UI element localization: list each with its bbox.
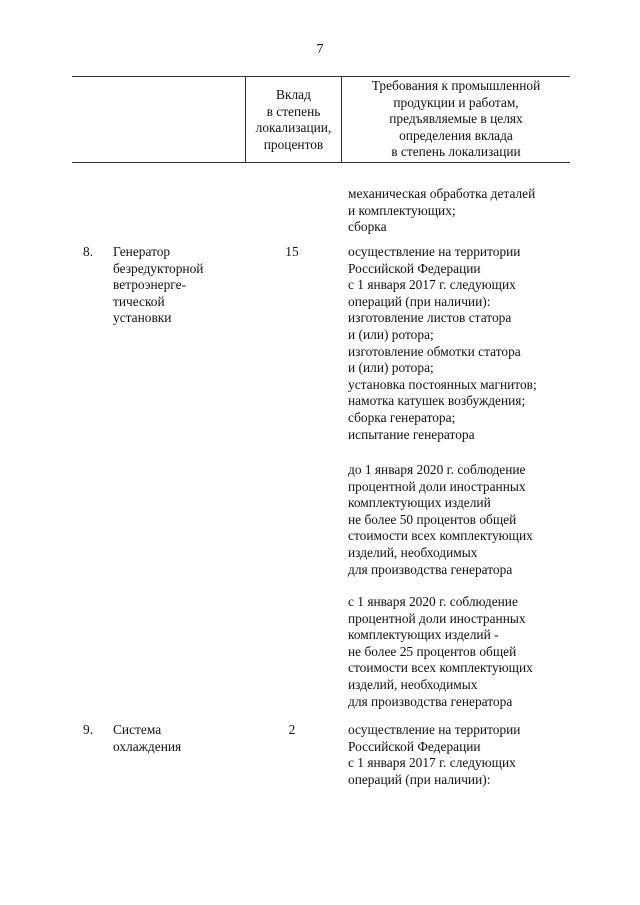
row-name: Система охлаждения [113, 722, 182, 754]
row-requirement: с 1 января 2020 г. соблюдение процентной доли иностранных комплектующих изделий - не более 25 процентов общей стоимости всех комплектующих изделий, необходимых для производства генератора [348, 594, 533, 709]
header-bottom-rule [72, 162, 570, 163]
header-top-rule [72, 76, 570, 77]
row-contribution: 2 [288, 722, 296, 737]
row-number: 8. [83, 244, 94, 259]
row-requirement: осуществление на территории Российской Федерации с 1 января 2017 г. следующих операций (при наличии): изготовление листов статора и (или) ротора; изготовление обмотки статора и (или) ротора; установка постоянных магнитов; намотка катушек возбуждения; сборка генератора; испытание генератора [348, 244, 537, 442]
header-contribution: Вклад в степень локализации, процентов [255, 87, 332, 152]
continuation-text: механическая обработка деталей и комплектующих; сборка [348, 186, 536, 235]
row-requirement: осуществление на территории Российской Федерации с 1 января 2017 г. следующих операций (при наличии): [348, 722, 521, 787]
row-number: 9. [83, 722, 94, 737]
row-requirement: до 1 января 2020 г. соблюдение процентной доли иностранных комплектующих изделий не более 50 процентов общей стоимости всех комплектующих изделий, необходимых для производства генератора [348, 462, 533, 577]
row-contribution: 15 [285, 244, 299, 259]
page-number: 7 [316, 42, 324, 57]
row-name: Генератор безредукторной ветроэнерге- тической установки [113, 244, 204, 326]
header-requirements: Требования к промышленной продукции и работам, предъявляемые в целях определения вклада в степень локализации [371, 78, 541, 160]
